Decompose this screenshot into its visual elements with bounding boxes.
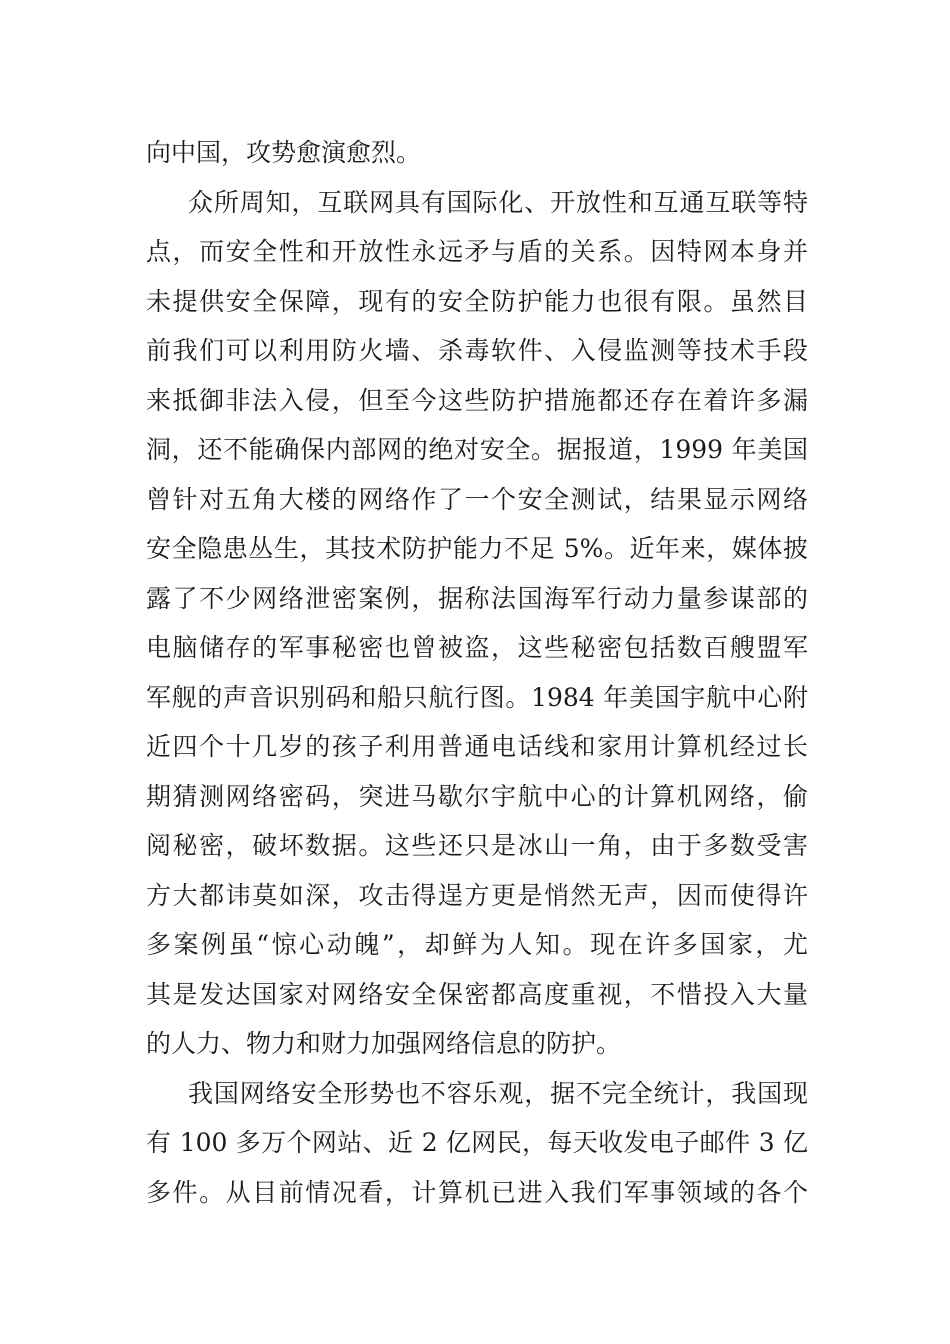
paragraph-2-line-17: 其是发达国家对网络安全保密都高度重视，不惜投入大量 bbox=[146, 979, 808, 1009]
paragraph-2-line-12: 近四个十几岁的孩子利用普通电话线和家用计算机经过长 bbox=[146, 732, 808, 761]
paragraph-2-line-16: 多案例虽“惊心动魄”，却鲜为人知。现在许多国家，尤 bbox=[146, 930, 808, 959]
paragraph-3-line-3: 多件。从目前情况看，计算机已进入我们军事领域的各个 bbox=[146, 1177, 808, 1207]
paragraph-2-line-13: 期猜测网络密码，突进马歇尔宇航中心的计算机网络，偷 bbox=[146, 781, 808, 811]
paragraph-2-line-6: 洞，还不能确保内部网的绝对安全。据报道，1999 年美国 bbox=[146, 435, 808, 464]
paragraph-2-line-4: 前我们可以利用防火墙、杀毒软件、入侵监测等技术手段 bbox=[146, 336, 808, 365]
paragraph-2-line-2: 点，而安全性和开放性永远矛与盾的关系。因特网本身并 bbox=[146, 237, 808, 266]
paragraph-2-line-18: 的人力、物力和财力加强网络信息的防护。 bbox=[146, 1029, 622, 1058]
paragraph-2-line-9: 露了不少网络泄密案例，据称法国海军行动力量参谋部的 bbox=[146, 583, 808, 613]
paragraph-2-line-8: 安全隐患丛生，其技术防护能力不足 5%。近年来，媒体披 bbox=[146, 534, 808, 563]
paragraph-2-line-7: 曾针对五角大楼的网络作了一个安全测试，结果显示网络 bbox=[146, 484, 808, 514]
paragraph-2-line-14: 阅秘密，破坏数据。这些还只是冰山一角，由于多数受害 bbox=[146, 831, 808, 860]
paragraph-3-line-2: 有 100 多万个网站、近 2 亿网民，每天收发电子邮件 3 亿 bbox=[146, 1128, 808, 1157]
paragraph-2-line-5: 来抵御非法入侵，但至今这些防护措施都还存在着许多漏 bbox=[146, 385, 808, 415]
paragraph-2-line-3: 未提供安全保障，现有的安全防护能力也很有限。虽然目 bbox=[146, 286, 808, 316]
document-body bbox=[146, 128, 808, 1217]
paragraph-2-line-1: 众所周知，互联网具有国际化、开放性和互通互联等特 bbox=[188, 187, 808, 217]
paragraph-2-line-10: 电脑储存的军事秘密也曾被盗，这些秘密包括数百艘盟军 bbox=[146, 633, 808, 662]
paragraph-2-line-15: 方大都讳莫如深，攻击得逞方更是悄然无声，因而使得许 bbox=[146, 880, 808, 910]
paragraph-2-line-11: 军舰的声音识别码和船只航行图。1984 年美国宇航中心附 bbox=[146, 682, 808, 712]
paragraph-1-line-1: 向中国，攻势愈演愈烈。 bbox=[146, 138, 422, 167]
paragraph-3-line-1: 我国网络安全形势也不容乐观，据不完全统计，我国现 bbox=[188, 1078, 808, 1108]
